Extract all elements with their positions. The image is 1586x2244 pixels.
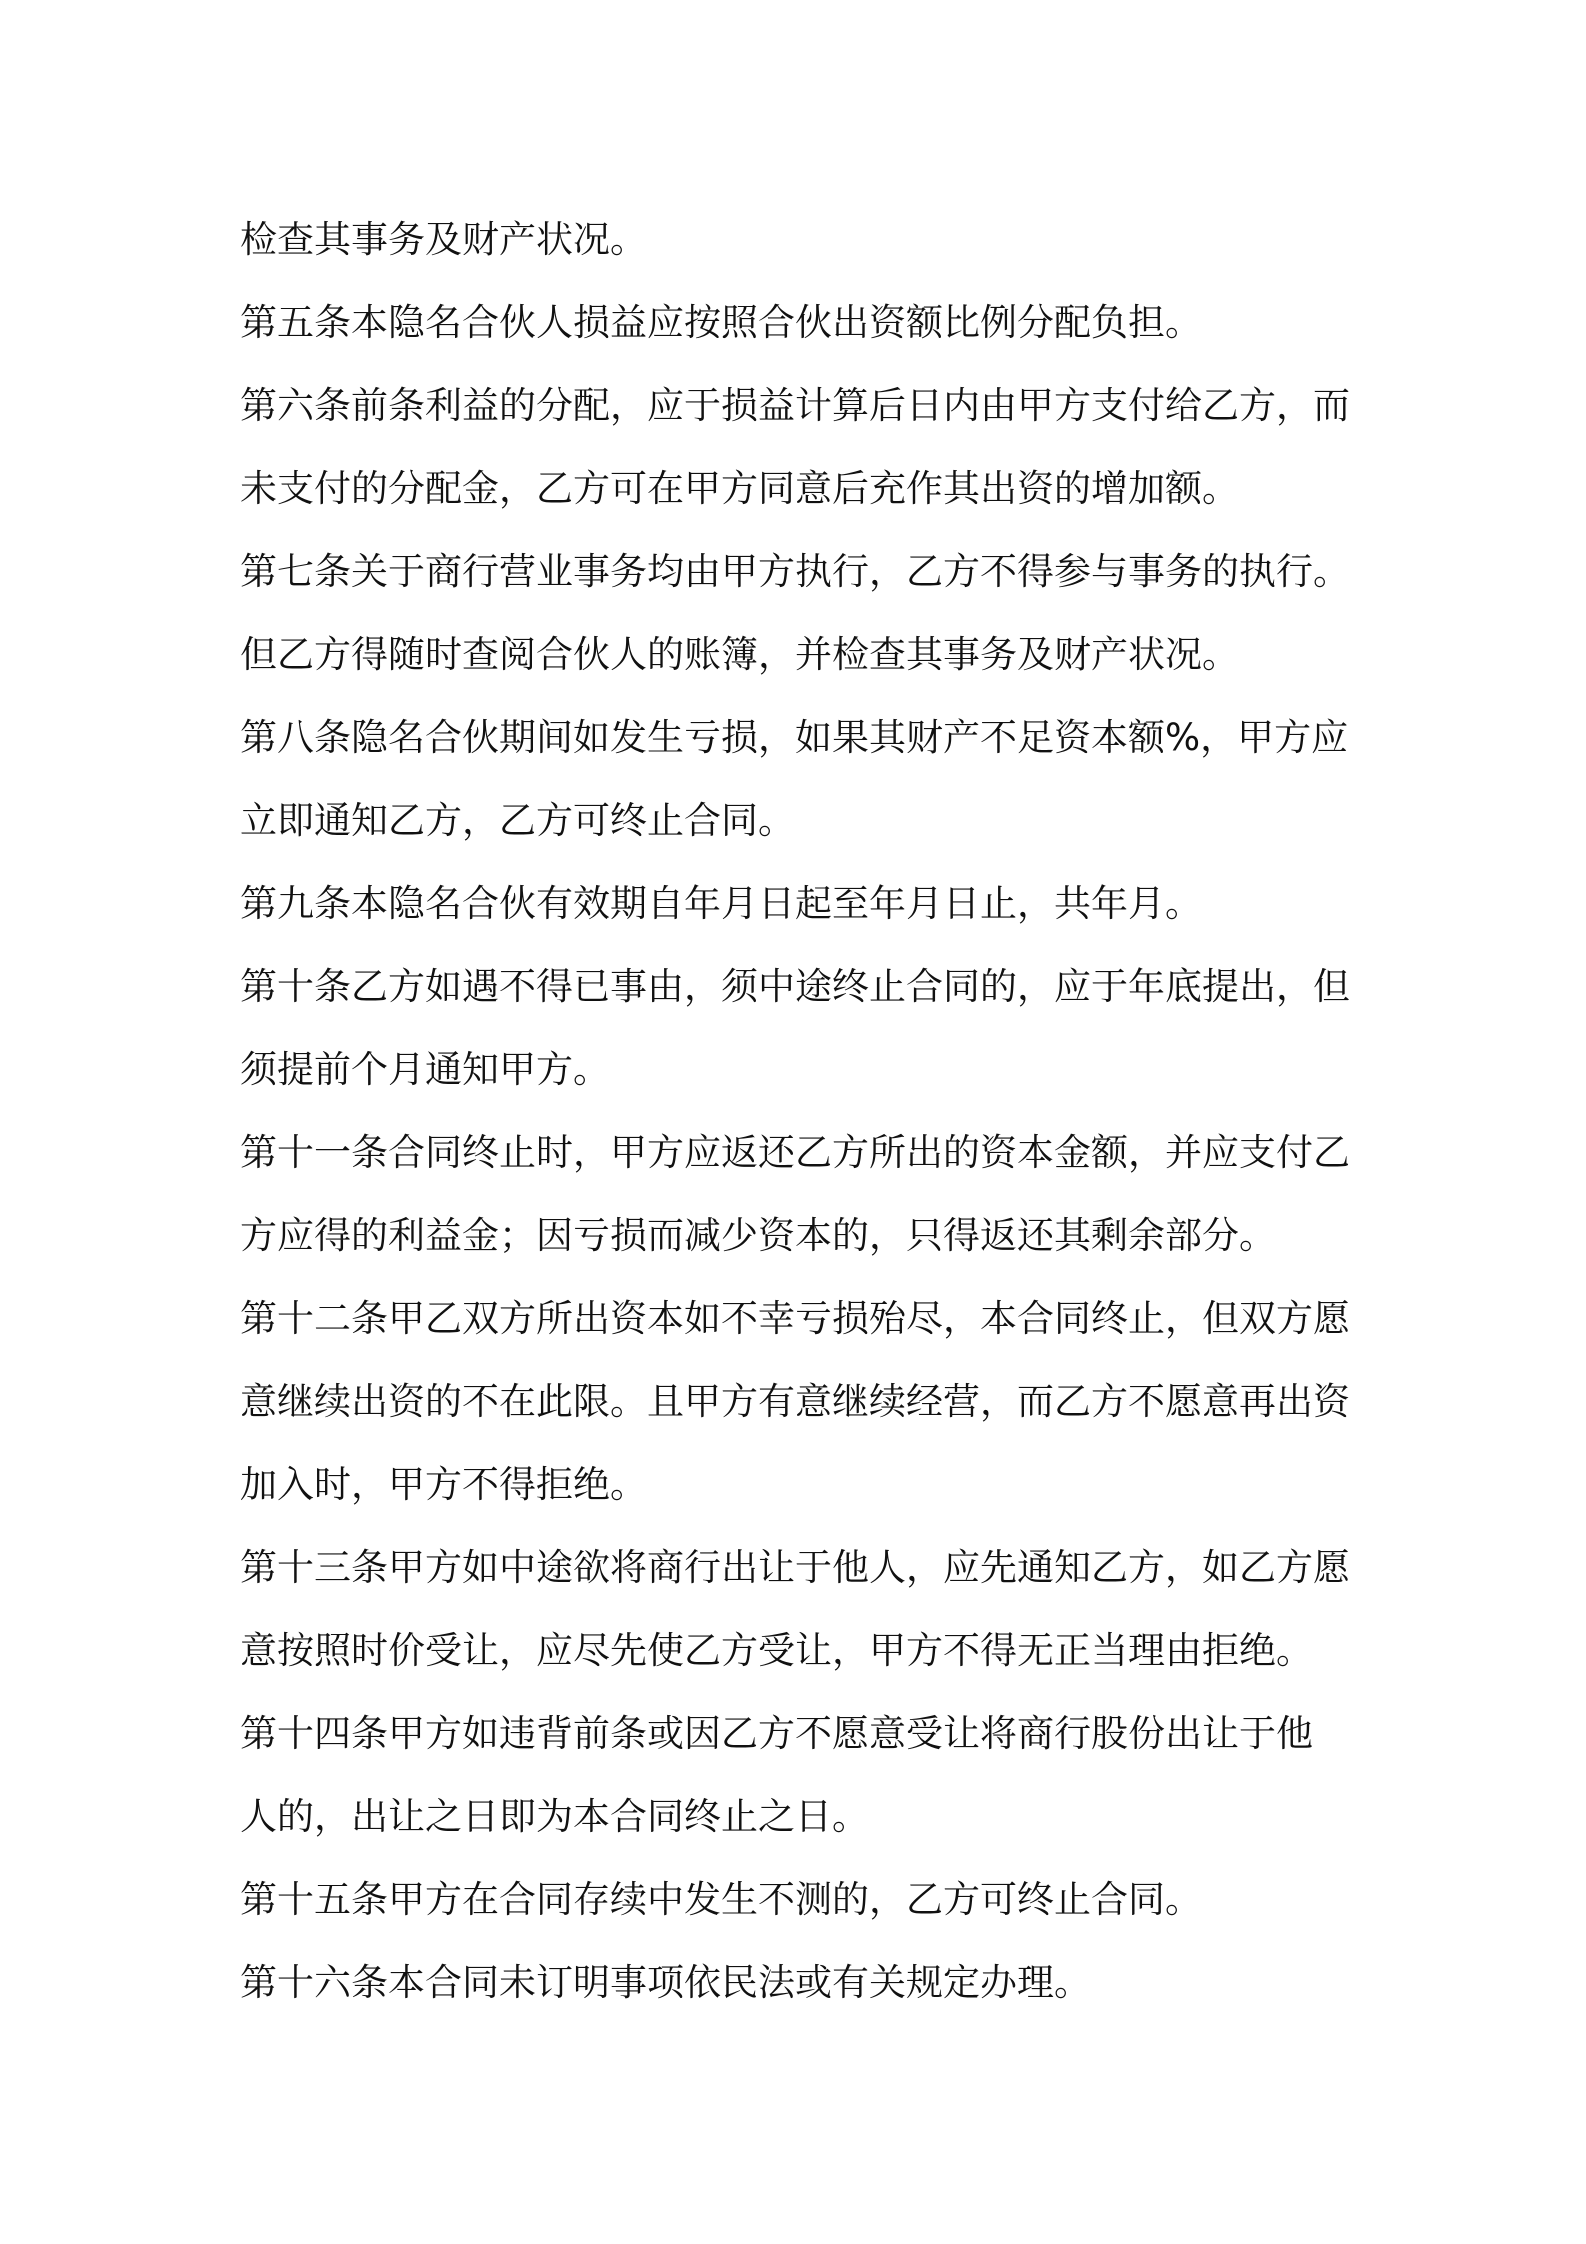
article-8-line-1: 第八条隐名合伙期间如发生亏损，如果其财产不足资本额%，甲方应 <box>240 716 1349 759</box>
text-line-1: 检查其事务及财产状况。 <box>240 218 647 261</box>
article-15-line-1: 第十五条甲方在合同存续中发生不测的，乙方可终止合同。 <box>240 1878 1202 1921</box>
contract-body <box>240 198 1360 2024</box>
article-11-line-1: 第十一条合同终止时，甲方应返还乙方所出的资本金额，并应支付乙 <box>240 1131 1350 1174</box>
article-10-line-2: 须提前个月通知甲方。 <box>240 1048 610 1091</box>
article-6-line-1: 第六条前条利益的分配，应于损益计算后日内由甲方支付给乙方，而 <box>240 384 1350 427</box>
article-7-line-1: 第七条关于商行营业事务均由甲方执行，乙方不得参与事务的执行。 <box>240 550 1350 593</box>
article-11-line-2: 方应得的利益金；因亏损而减少资本的，只得返还其剩余部分。 <box>240 1214 1276 1257</box>
article-13-line-2: 意按照时价受让，应尽先使乙方受让，甲方不得无正当理由拒绝。 <box>240 1629 1313 1672</box>
article-12-line-3: 加入时，甲方不得拒绝。 <box>240 1463 647 1506</box>
article-5-line-1: 第五条本隐名合伙人损益应按照合伙出资额比例分配负担。 <box>240 301 1202 344</box>
article-14-line-2: 人的，出让之日即为本合同终止之日。 <box>240 1795 869 1838</box>
article-16-line-1: 第十六条本合同未订明事项依民法或有关规定办理。 <box>240 1961 1091 2004</box>
article-7-line-2: 但乙方得随时查阅合伙人的账簿，并检查其事务及财产状况。 <box>240 633 1239 676</box>
article-12-line-2: 意继续出资的不在此限。且甲方有意继续经营，而乙方不愿意再出资 <box>240 1380 1350 1423</box>
article-12-line-1: 第十二条甲乙双方所出资本如不幸亏损殆尽，本合同终止，但双方愿 <box>240 1297 1350 1340</box>
article-6-line-2: 未支付的分配金，乙方可在甲方同意后充作其出资的增加额。 <box>240 467 1239 510</box>
article-8-line-2: 立即通知乙方，乙方可终止合同。 <box>240 799 795 842</box>
article-9-line-1: 第九条本隐名合伙有效期自年月日起至年月日止，共年月。 <box>240 882 1202 925</box>
article-13-line-1: 第十三条甲方如中途欲将商行出让于他人，应先通知乙方，如乙方愿 <box>240 1546 1350 1589</box>
article-10-line-1: 第十条乙方如遇不得已事由，须中途终止合同的，应于年底提出，但 <box>240 965 1350 1008</box>
article-14-line-1: 第十四条甲方如违背前条或因乙方不愿意受让将商行股份出让于他 <box>240 1712 1313 1755</box>
